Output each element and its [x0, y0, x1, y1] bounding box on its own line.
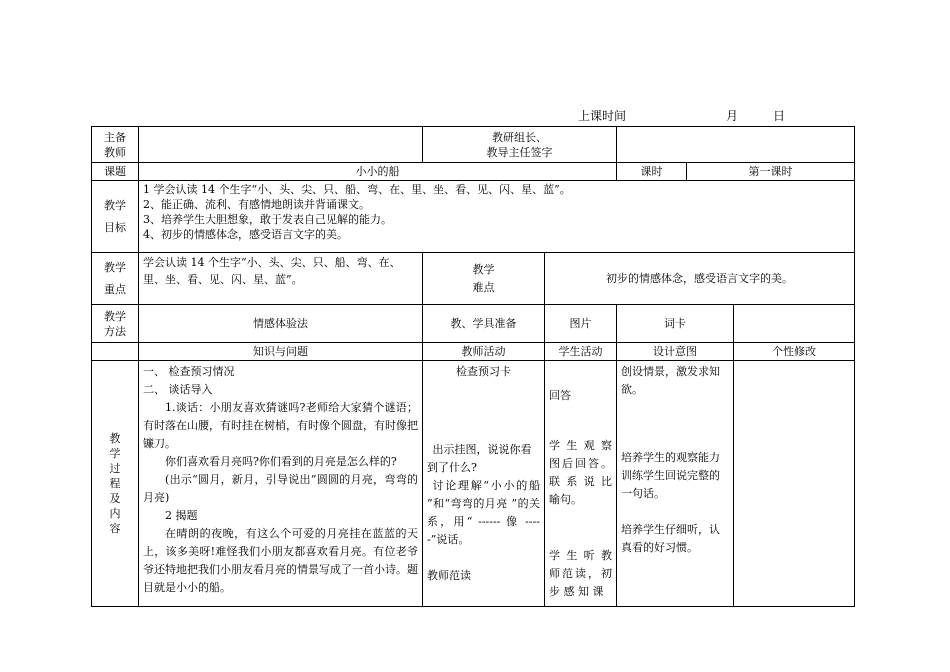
signoff-label-cell	[423, 127, 617, 163]
goal-item: 4、初步的情感体念，感受语言文字的美。	[143, 228, 348, 241]
student-activity	[545, 361, 617, 607]
personal-modification	[734, 361, 855, 607]
row-method	[92, 305, 855, 343]
goal-item: 3、培养学生大胆想象，敢于发表自己见解的能力。	[143, 213, 392, 226]
class-time-line	[578, 107, 786, 124]
process-label-char: 教	[109, 432, 121, 445]
col-personal: 个性修改	[734, 343, 855, 361]
knowledge-line: (出示“圆月，新月，引导说出”圆圆的月亮，弯弯的月亮)	[143, 473, 418, 504]
row-goals	[92, 181, 855, 253]
student-line: 学 生 听 教 师范读，初 步 感 知 课	[549, 549, 612, 598]
process-label-char: 学	[109, 447, 121, 460]
design-line: 培养学生的观察能力	[621, 451, 720, 464]
teacher-label-cell	[92, 127, 139, 163]
month-label: 月	[726, 109, 739, 123]
process-label-char: 及	[109, 492, 121, 505]
design-line: 培养学生仔细听，认真看的好习惯。	[621, 523, 720, 554]
row-process	[92, 361, 855, 607]
process-label-char: 过	[109, 462, 121, 475]
student-line: 回答	[549, 389, 571, 402]
topic-label: 课题	[92, 163, 139, 181]
row-key-points	[92, 253, 855, 305]
period-value: 第一课时	[687, 163, 855, 181]
knowledge-line: 一、 检查预习情况	[143, 365, 235, 378]
difficulty-content: 初步的情感体念，感受语言文字的美。	[545, 253, 855, 305]
goal-item: 2、能正确、流利、有感情地朗读并背诵课文。	[143, 198, 370, 211]
topic-title: 小小的船	[139, 163, 617, 181]
row-topic	[92, 163, 855, 181]
key-content: 学会认读 14 个生字“小、头、尖、只、船、弯、在、里、坐、看、见、闪、星、蓝”。	[139, 253, 423, 305]
signoff-label: 教研组长、 教导主任签字	[486, 130, 553, 159]
day-label: 日	[773, 109, 786, 123]
teacher-activity	[423, 361, 545, 607]
col-teacher: 教师活动	[423, 343, 545, 361]
design-line: 训练学生回说完整的一句话。	[621, 469, 720, 500]
row-column-headers	[92, 343, 855, 361]
knowledge-line: 二、 谈话导入	[143, 383, 213, 396]
col-student: 学生活动	[545, 343, 617, 361]
knowledge-line: 你们喜欢看月亮吗?你们看到的月亮是怎么样的?	[165, 455, 397, 468]
signoff-value-cell	[617, 127, 855, 163]
prep-empty	[734, 305, 855, 343]
method-label-cell	[92, 305, 139, 343]
goal-item: 1 学会认读 14 个生字“小、头、尖、只、船、弯、在、里、坐、看、见、闪、星、蓝”。	[143, 183, 571, 196]
key-label: 教学 重点	[104, 260, 126, 296]
period-label: 课时	[617, 163, 687, 181]
row-teacher	[92, 127, 855, 163]
key-label-cell	[92, 253, 139, 305]
teacher-value-cell	[139, 127, 423, 163]
goals-label: 教学 目标	[104, 198, 126, 234]
teacher-line: 出示挂图，说说你看到了什么?	[427, 443, 532, 474]
col-knowledge: 知识与问题	[139, 343, 423, 361]
design-intent	[617, 361, 734, 607]
prep-label: 教、学具准备	[423, 305, 545, 343]
process-label-char: 程	[109, 477, 121, 490]
goals-label-cell	[92, 181, 139, 253]
col-design: 设计意图	[617, 343, 734, 361]
method-label: 教学 方法	[104, 309, 126, 338]
lesson-plan-table	[91, 126, 855, 607]
knowledge-line: 1.谈话：小朋友喜欢猜谜吗?老师给大家猜个谜语；有时落在山腰，有时挂在树梢，有时像个圆盘，有时像把镰刀。	[143, 401, 418, 450]
knowledge-content	[139, 361, 423, 607]
method-value: 情感体验法	[139, 305, 423, 343]
process-label-char: 内	[109, 507, 121, 520]
teacher-line: 教师范读	[427, 569, 471, 582]
prep-item-word-cards: 词卡	[617, 305, 734, 343]
design-line: 创设情景，激发求知欲。	[621, 365, 720, 396]
class-time-label: 上课时间	[578, 109, 627, 123]
teacher-line: 检查预习卡	[456, 365, 511, 378]
prep-item-pictures: 图片	[545, 305, 617, 343]
difficulty-label: 教学 难点	[472, 262, 495, 294]
teacher-label: 主备 教师	[104, 130, 126, 159]
process-label-char: 容	[109, 522, 121, 535]
knowledge-line: 在晴朗的夜晚，有这么个可爱的月亮挂在蓝蓝的天上，该多美呀!难怪我们小朋友都喜欢看月亮。有位老爷爷还特地把我们小朋友看月亮的情景写成了一首小诗。题目就是小小的船。	[143, 527, 418, 594]
difficulty-label-cell	[423, 253, 545, 305]
teacher-line: 讨论理解“小小的船 ”和“弯弯的月亮 ”的关系，用“ ------ 像 -----”说话。	[427, 479, 540, 546]
student-line: 学 生 观 察 图后回答。联 系 说 比 喻句。	[549, 439, 612, 506]
process-label-cell	[92, 361, 139, 607]
knowledge-line: 2 揭题	[165, 509, 198, 522]
goals-list	[139, 181, 855, 253]
header-empty	[92, 343, 139, 361]
